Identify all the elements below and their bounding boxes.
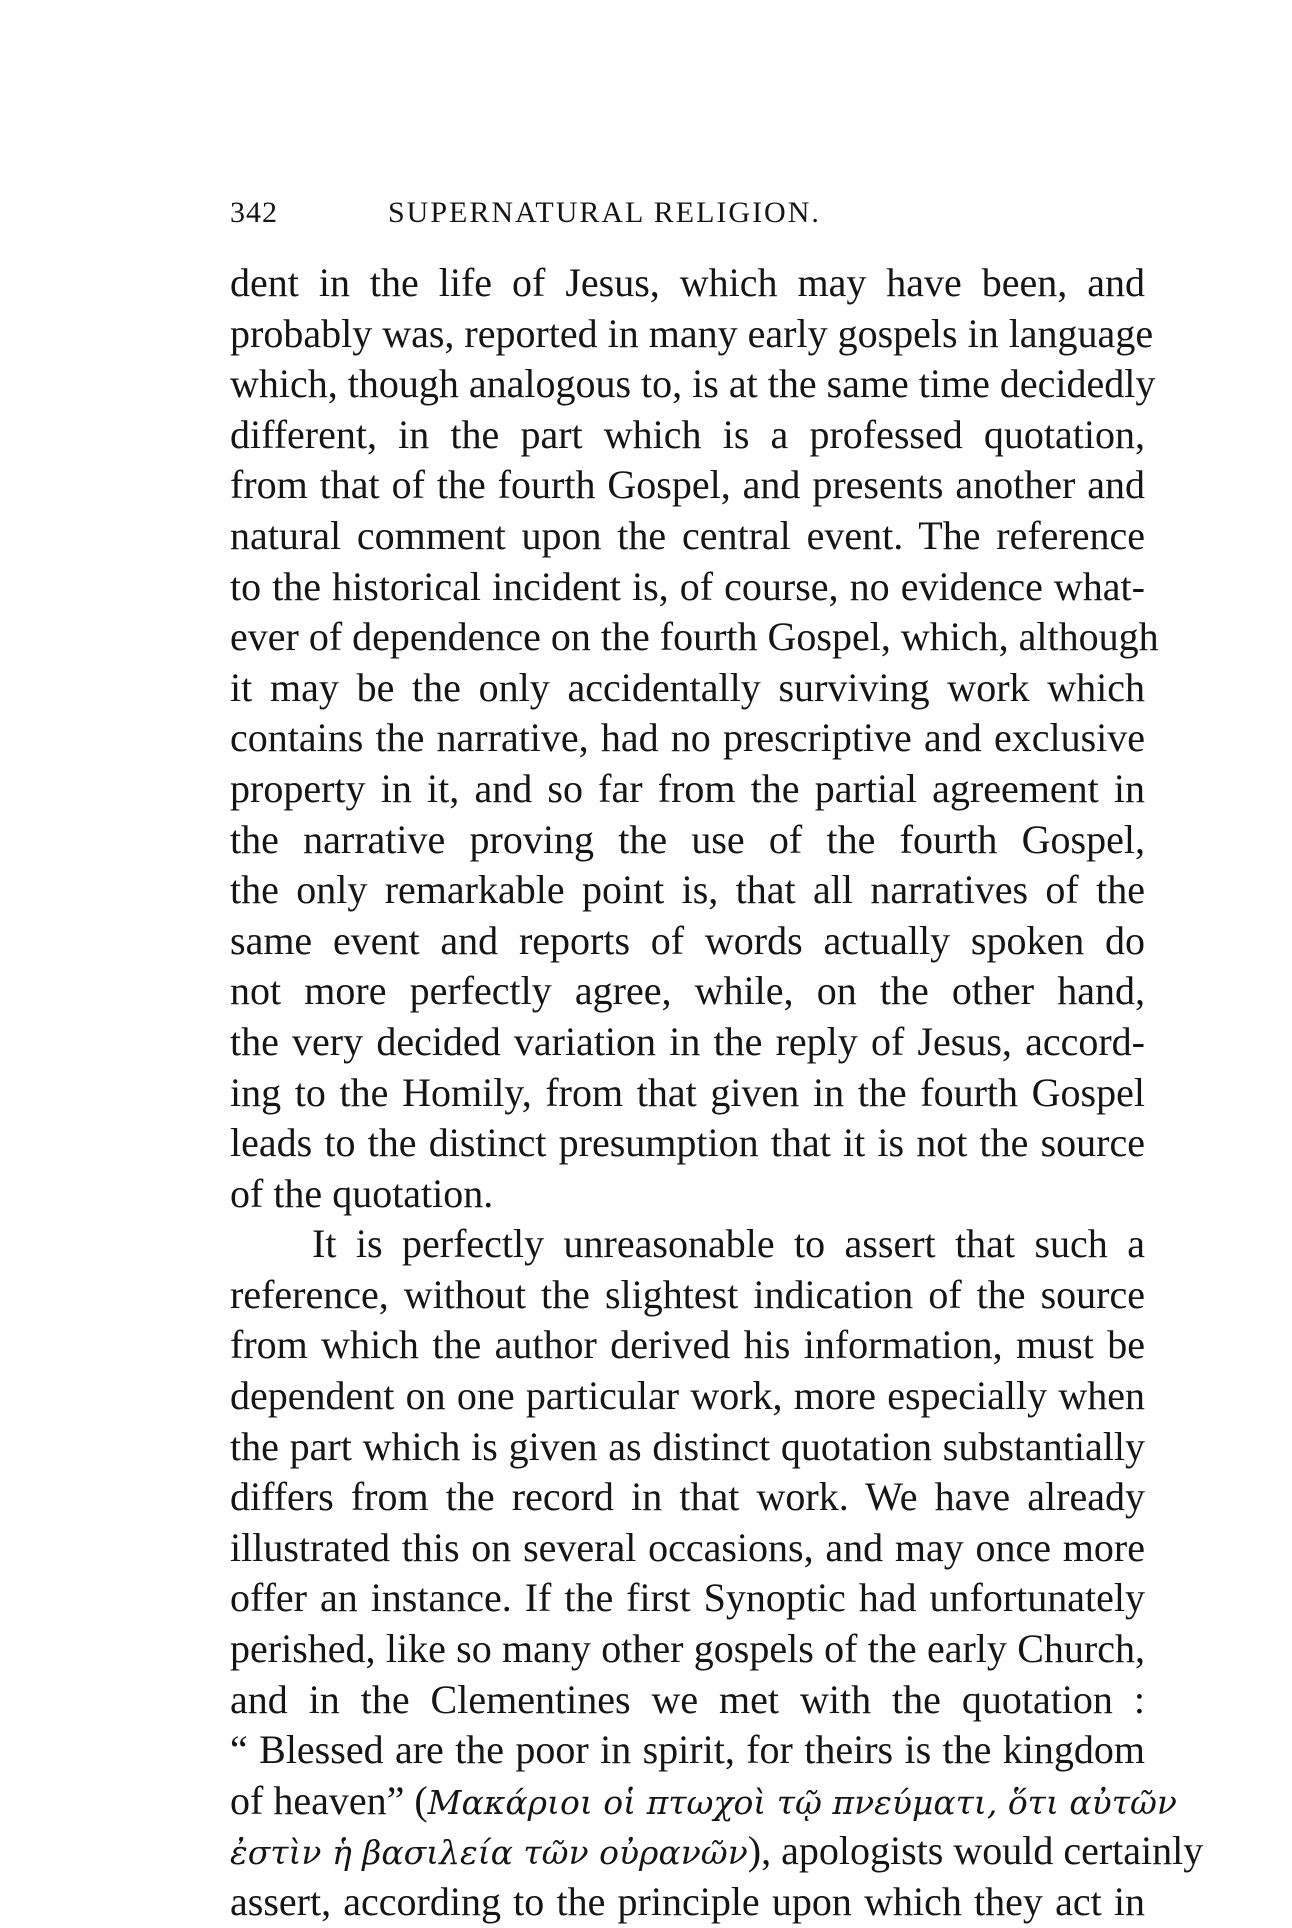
text-line: differs from the record in that work. We have already — [230, 1474, 1145, 1520]
text-line: not more perfectly agree, while, on the other hand, — [230, 968, 1145, 1014]
text-line: the very decided variation in the reply of Jesus, accord- — [230, 1018, 1145, 1064]
text-line: It is perfectly unreasonable to assert that such a — [312, 1221, 1145, 1267]
text-line: of the quotation. — [230, 1170, 494, 1216]
line-text-after-greek: ), apologists would certainly — [747, 1828, 1204, 1874]
text-line: and in the Clementines we met with the quotation : — [230, 1676, 1145, 1722]
greek-quotation: Μακάριοι οἱ πτωχοὶ τῷ πνεύματι, ὅτι αὐτῶν — [427, 1782, 1177, 1822]
text-line: which, though analogous to, is at the same time decidedly — [230, 361, 1156, 407]
text-line: “ Blessed are the poor in spirit, for theirs is the kingdom — [230, 1727, 1145, 1773]
text-line: ing to the Homily, from that given in the fourth Gospel — [230, 1069, 1145, 1115]
text-line: probably was, reported in many early gospels in language — [230, 310, 1154, 356]
running-title: SUPERNATURAL RELIGION. — [388, 196, 821, 229]
text-line: offer an instance. If the first Synoptic had unfortunately — [230, 1575, 1145, 1621]
text-line: same event and reports of words actually spoken do — [230, 917, 1145, 963]
text-line: natural comment upon the central event. The reference — [230, 512, 1145, 558]
running-head — [230, 196, 1145, 236]
text-line: to the historical incident is, of course, no evidence what- — [230, 563, 1145, 609]
body-text — [230, 258, 1204, 1928]
text-line: contains the narrative, had no prescriptive and exclusive — [230, 715, 1145, 761]
greek-quotation-line — [230, 1776, 1177, 1827]
paragraph-1 — [230, 258, 1159, 1219]
greek-quotation-line — [230, 1826, 1204, 1877]
text-line: from which the author derived his information, must be — [230, 1322, 1145, 1368]
text-line: dependent on one particular work, more especially when — [230, 1373, 1145, 1419]
greek-quotation: ἐστὶν ἡ βασιλεία τῶν οὐρανῶν — [230, 1833, 748, 1873]
text-line: ever of dependence on the fourth Gospel, which, although — [230, 614, 1159, 660]
text-line: reference, without the slightest indication of the source — [230, 1271, 1145, 1317]
paragraph-2 — [230, 1219, 1204, 1927]
line-text-before-greek: of heaven” ( — [230, 1777, 428, 1823]
text-line: assert, according to the principle upon which they act in — [230, 1879, 1145, 1924]
text-line: the narrative proving the use of the fourth Gospel, — [230, 816, 1145, 862]
text-line: perished, like so many other gospels of the early Church, — [230, 1626, 1145, 1672]
text-line: dent in the life of Jesus, which may have been, and — [230, 260, 1145, 305]
text-line: it may be the only accidentally surviving work which — [230, 664, 1145, 710]
text-line: different, in the part which is a professed quotation, — [230, 411, 1145, 457]
page-number: 342 — [230, 196, 278, 229]
text-line: illustrated this on several occasions, and may once more — [230, 1524, 1145, 1570]
text-line: from that of the fourth Gospel, and presents another and — [230, 462, 1145, 508]
text-line: property in it, and so far from the partial agreement in — [230, 765, 1145, 811]
text-line: the only remarkable point is, that all narratives of the — [230, 867, 1145, 913]
text-line: leads to the distinct presumption that it is not the source — [230, 1120, 1145, 1166]
text-line: the part which is given as distinct quotation substantially — [230, 1423, 1145, 1469]
